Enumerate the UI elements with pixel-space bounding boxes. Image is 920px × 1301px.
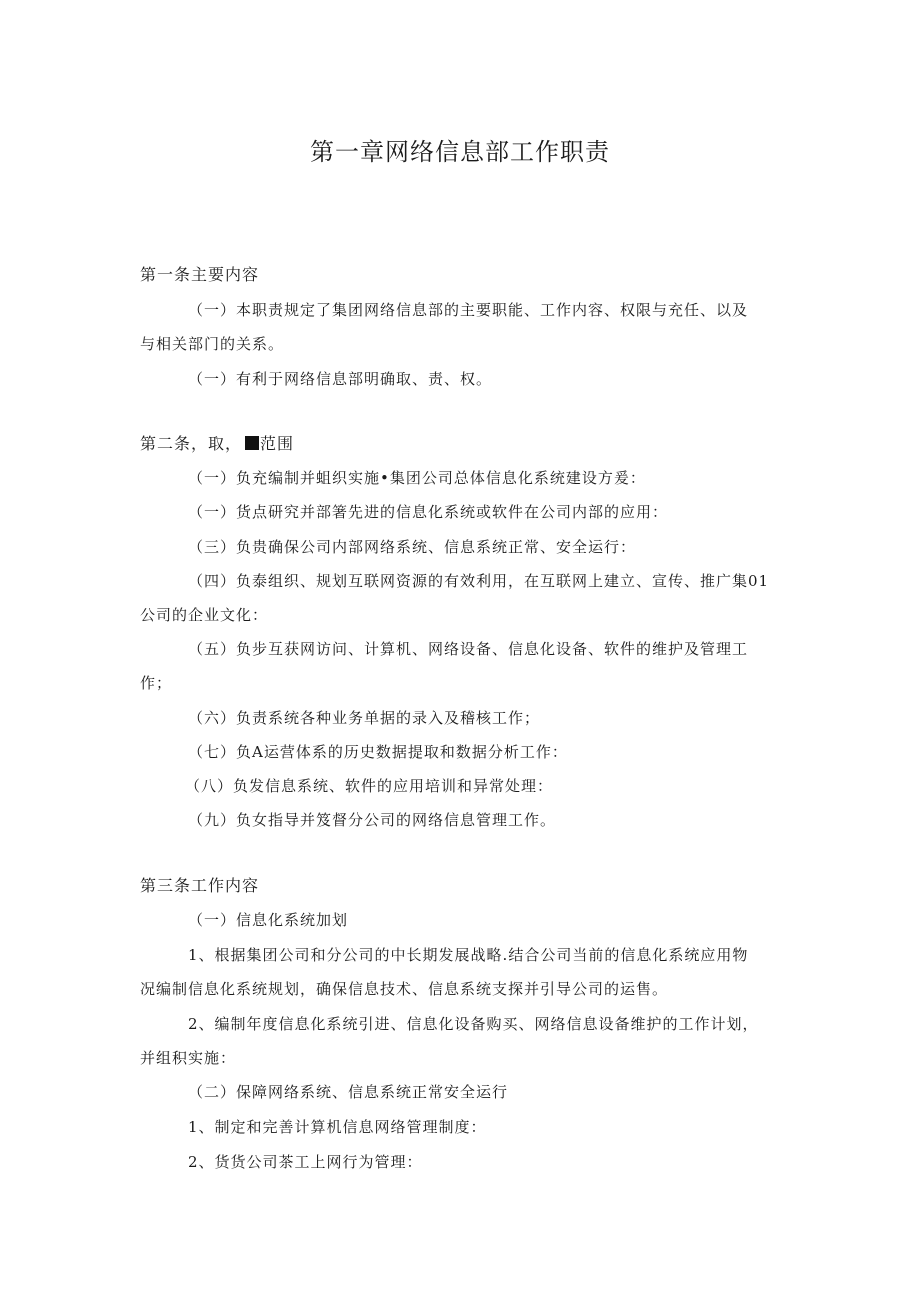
page-title: 第一章网络信息部工作职责	[310, 138, 610, 166]
section-heading-3: 第三条工作内容	[140, 876, 260, 895]
paragraph-line: （五）负步互获网访问、计算机、网络设备、信息化设备、软件的维护及管理工	[188, 640, 749, 658]
paragraph-line: 公司的企业文化：	[140, 606, 269, 624]
paragraph-line: 2、货货公司茶工上网行为管理：	[188, 1153, 423, 1171]
paragraph-line: 并组积实施：	[140, 1049, 237, 1067]
paragraph-line: （一）本职责规定了集团网络信息部的主要职能、工作内容、权限与充任、以及	[188, 301, 749, 319]
paragraph-line: （一）货点研究并部箸先进的信息化系统或软件在公司内部的应用：	[188, 503, 669, 521]
paragraph-line: 与相关部门的关系。	[140, 335, 285, 353]
paragraph-line: （八）负发信息系统、软件的应用培训和异常处理：	[185, 777, 554, 795]
paragraph-line: （三）负贵确保公司内部网络系统、信息系统正常、安全运行：	[188, 538, 637, 556]
paragraph-line: （四）负泰组织、规划互联网资源的有效利用，在互联网上建立、宣传、推广集01	[188, 572, 770, 590]
section-heading-2-pre: 第二条，取，	[140, 434, 243, 453]
paragraph-line: （七）负A运营体系的历史数据提取和数据分析工作：	[188, 743, 568, 761]
paragraph-line: 作；	[140, 674, 173, 692]
paragraph-line: （一）有利于网络信息部明确取、责、权。	[188, 370, 493, 388]
paragraph-line: 1、根据集团公司和分公司的中长期发展战略.结合公司当前的信息化系统应用物	[188, 946, 749, 964]
paragraph-line: （一）负充编制并蛆织实施•集团公司总体信息化系统建设方爰：	[188, 469, 646, 487]
paragraph-line: （二）保障网络系统、信息系统正常安全运行	[188, 1083, 509, 1101]
paragraph-line: 况编制信息化系统规划，确保信息技术、信息系统支探并引导公司的运售。	[140, 980, 669, 998]
section-heading-1: 第一条主要内容	[140, 265, 260, 284]
paragraph-line: （九）负女指导并笈督分公司的网络信息管理工作。	[188, 811, 557, 829]
redaction-block-icon	[245, 436, 259, 450]
paragraph-line: 2、编制年度信息化系统引进、信息化设备购买、网络信息设备维护的工作计划，	[188, 1015, 759, 1033]
section-heading-2-post: 范围	[260, 434, 295, 453]
paragraph-line: （六）负责系统各种业务单据的录入及稽核工作；	[188, 709, 541, 727]
paragraph-line: （一）信息化系统加划	[188, 911, 349, 929]
paragraph-line: 1、制定和完善计算机信息网络管理制度：	[188, 1118, 487, 1136]
section-heading-2	[140, 434, 784, 454]
